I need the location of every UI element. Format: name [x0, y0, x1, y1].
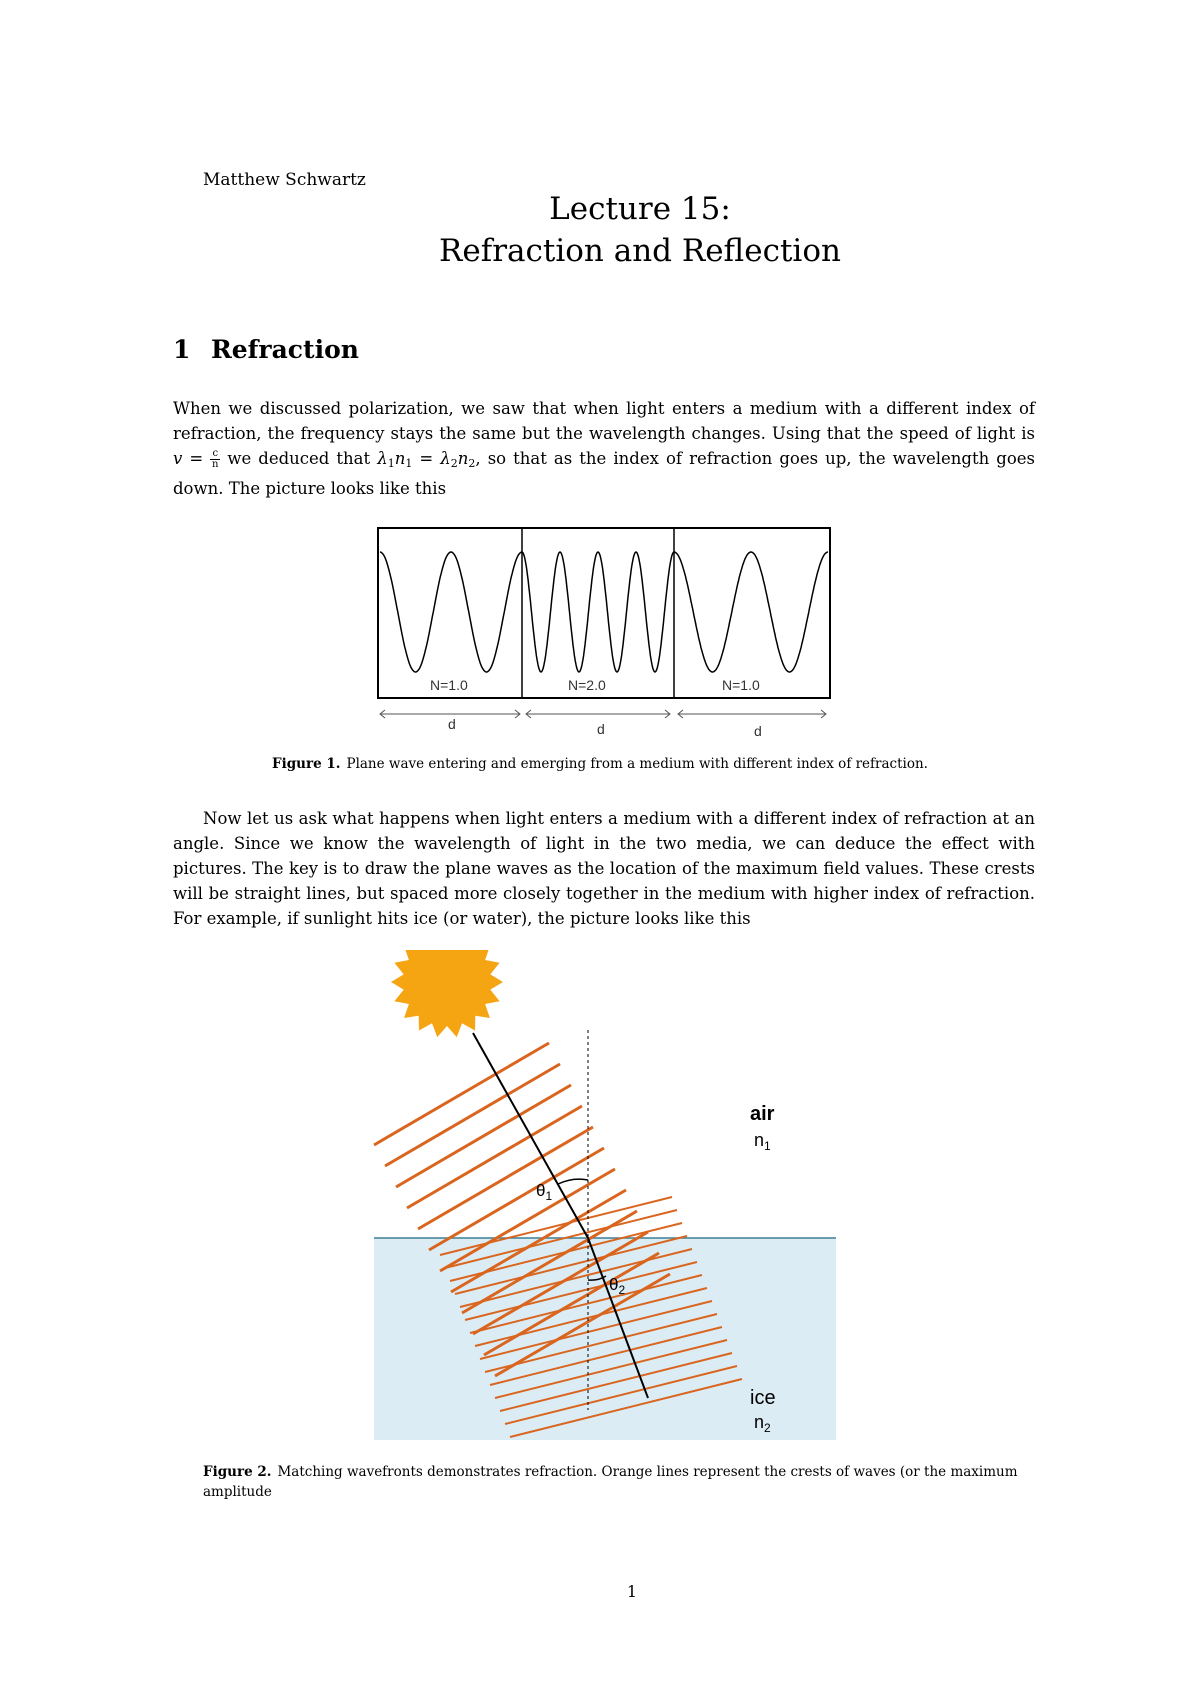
air-crest-line: [418, 1127, 593, 1229]
n-1: n: [394, 449, 406, 468]
incident-ray: [473, 1033, 588, 1238]
speed-symbol: v: [173, 449, 183, 468]
figure-1-caption: [175, 754, 1025, 774]
figure-1-label: Figure 1.: [272, 756, 341, 772]
section-heading: [173, 335, 359, 364]
n-2: n: [457, 449, 469, 468]
page-number: 1: [626, 1582, 638, 1601]
distance-label-2: d: [597, 721, 605, 737]
air-crest-line: [385, 1064, 560, 1166]
medium-label-1: N=1.0: [430, 677, 468, 693]
sub-2: 2: [450, 457, 458, 470]
fraction-c-over-n: [210, 449, 220, 470]
ice-label: ice: [750, 1387, 776, 1409]
figure-2-caption-text: Matching wavefronts demonstrates refraction. Orange lines represent the crests of waves (or the maximum amplitude: [203, 1464, 1018, 1500]
theta1-label: $\theta_1$: [536, 1181, 553, 1203]
figure-2-refraction-diagram: [370, 950, 840, 1450]
para1-text-b: we deduced that: [220, 449, 378, 468]
frac-numerator: c: [210, 449, 220, 460]
medium-label-2: N=2.0: [568, 677, 606, 693]
distance-label-1: d: [448, 716, 456, 732]
figure-1-wave-diagram: [372, 524, 832, 744]
equals: =: [182, 449, 211, 468]
section-number: 1: [173, 335, 191, 364]
lecture-number: Lecture 15:: [549, 191, 731, 227]
author: Matthew Schwartz: [203, 170, 366, 190]
para1-text-a: When we discussed polarization, we saw that when light enters a medium with a different index of refraction, the frequency stays the same but the wavelength changes. Using that the speed of light is: [173, 399, 1035, 443]
paragraph-1: [173, 396, 1035, 501]
air-crest-line: [374, 1043, 549, 1145]
sub-1b: 1: [405, 457, 413, 470]
figure-2-caption: [203, 1462, 1023, 1502]
figure-1-frame: [378, 528, 830, 698]
air-crest-line: [407, 1106, 582, 1208]
lambda-2: λ: [440, 449, 451, 468]
lambda-1: λ: [377, 449, 388, 468]
air-label: air: [750, 1103, 775, 1125]
figure-2-label: Figure 2.: [203, 1464, 272, 1480]
air-crest-line: [396, 1085, 571, 1187]
air-index-label: $n_1$: [754, 1130, 771, 1153]
sub-2b: 2: [468, 457, 476, 470]
distance-label-3: d: [754, 723, 762, 739]
equals-2: =: [412, 449, 441, 468]
sub-1: 1: [387, 457, 395, 470]
section-title: Refraction: [211, 335, 359, 364]
paragraph-2: Now let us ask what happens when light enters a medium with a different index of refraction at an angle. Since we know the wavelength of light in the two media, we can deduce the effect with pictures. The key is to draw the plane waves as the location of the maximum field values. These crests will be straight lines, but spaced more closely together in the medium with higher index of refraction. For example, if sunlight hits ice (or water), the picture looks like this: [173, 809, 1035, 928]
frac-denominator: n: [212, 459, 219, 470]
distance-arrows: [380, 710, 826, 718]
para1-text-c: , so that as the index of refraction goes up, the wavelength goes down. The picture looks like this: [173, 449, 1035, 498]
theta1-arc: [558, 1179, 588, 1184]
lecture-title: Refraction and Reflection: [439, 233, 841, 269]
theta2-label: $\theta_2$: [609, 1275, 626, 1297]
ice-index-label: $n_2$: [754, 1412, 771, 1435]
figure-1-caption-text: Plane wave entering and emerging from a medium with different index of refraction.: [346, 756, 928, 772]
medium-label-3: N=1.0: [722, 677, 760, 693]
